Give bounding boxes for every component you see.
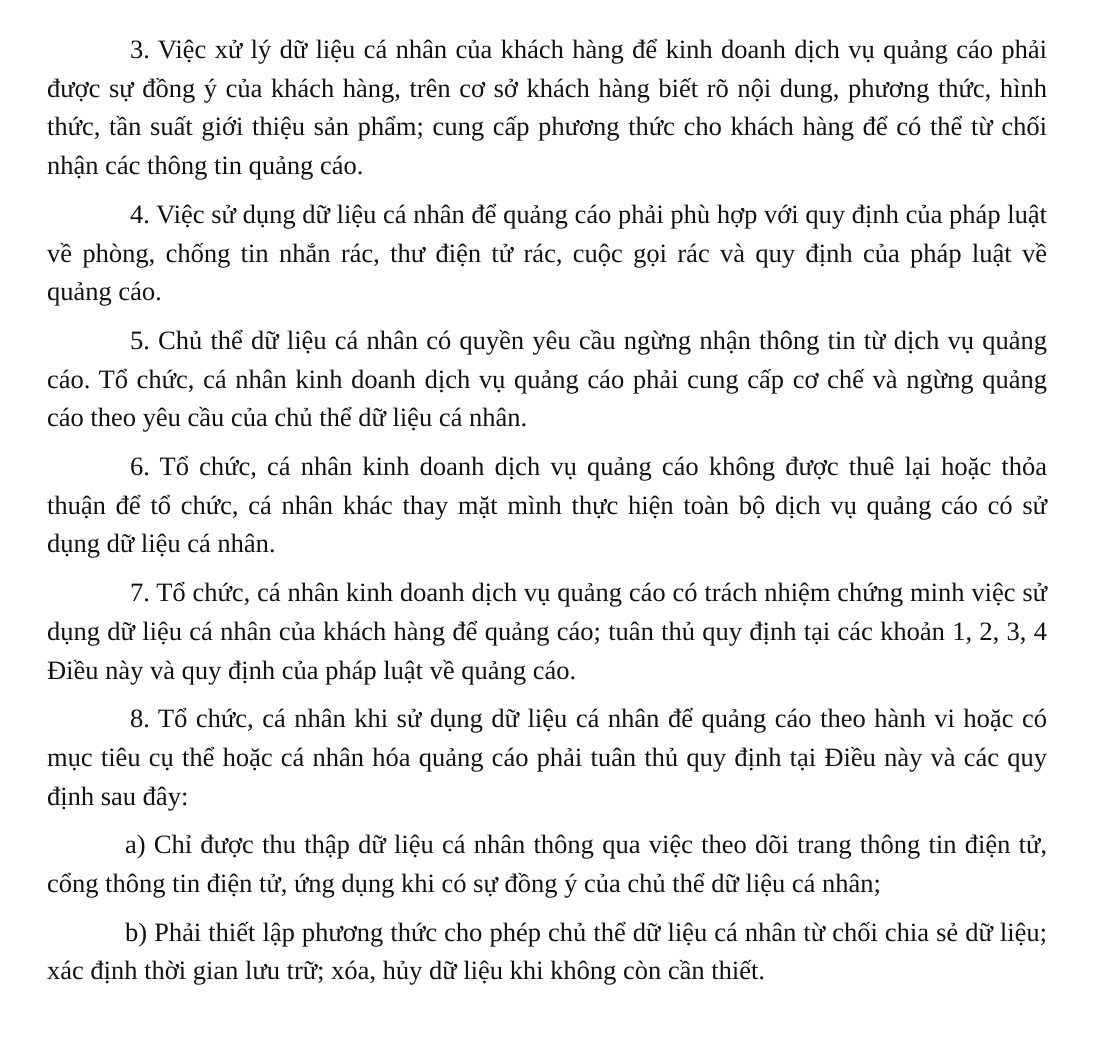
clause-3-paragraph: 3. Việc xử lý dữ liệu cá nhân của khách hàng để kinh doanh dịch vụ quảng cáo phải được sự đồng ý của khách hàng, trên cơ sở khách hàng biết rõ nội dung, phương thức, hình thức, tần suất giới thiệu sản phẩm; cung cấp phương thức cho khách hàng để có thể từ chối nhận các thông tin quảng cáo. bbox=[47, 34, 1047, 181]
clause-8-paragraph: 8. Tổ chức, cá nhân khi sử dụng dữ liệu cá nhân để quảng cáo theo hành vi hoặc có mục tiêu cụ thể hoặc cá nhân hóa quảng cáo phải tuân thủ quy định tại Điều này và các quy định sau đây: bbox=[47, 703, 1047, 811]
clause-7-paragraph: 7. Tổ chức, cá nhân kinh doanh dịch vụ quảng cáo có trách nhiệm chứng minh việc sử dụng dữ liệu cá nhân của khách hàng để quảng cáo; tuân thủ quy định tại các khoản 1, 2, 3, 4 Điều này và quy định của pháp luật về quảng cáo. bbox=[47, 577, 1047, 685]
clause-8b-paragraph: b) Phải thiết lập phương thức cho phép chủ thể dữ liệu cá nhân từ chối chia sẻ dữ liệu; xác định thời gian lưu trữ; xóa, hủy dữ liệu khi không còn cần thiết. bbox=[47, 916, 1047, 986]
clause-5-paragraph: 5. Chủ thể dữ liệu cá nhân có quyền yêu cầu ngừng nhận thông tin từ dịch vụ quảng cáo. Tổ chức, cá nhân kinh doanh dịch vụ quảng cáo phải cung cấp cơ chế và ngừng quảng cáo theo yêu cầu của chủ thể dữ liệu cá nhân. bbox=[47, 324, 1047, 433]
document-page bbox=[47, 30, 1047, 1000]
clause-8a-paragraph: a) Chỉ được thu thập dữ liệu cá nhân thông qua việc theo dõi trang thông tin điện tử, cổng thông tin điện tử, ứng dụng khi có sự đồng ý của chủ thể dữ liệu cá nhân; bbox=[47, 829, 1047, 899]
clause-4-paragraph: 4. Việc sử dụng dữ liệu cá nhân để quảng cáo phải phù hợp với quy định của pháp luật về phòng, chống tin nhắn rác, thư điện tử rác, cuộc gọi rác và quy định của pháp luật về quảng cáo. bbox=[47, 198, 1047, 307]
clause-6-paragraph: 6. Tổ chức, cá nhân kinh doanh dịch vụ quảng cáo không được thuê lại hoặc thỏa thuận để tổ chức, cá nhân khác thay mặt mình thực hiện toàn bộ dịch vụ quảng cáo có sử dụng dữ liệu cá nhân. bbox=[47, 451, 1047, 559]
